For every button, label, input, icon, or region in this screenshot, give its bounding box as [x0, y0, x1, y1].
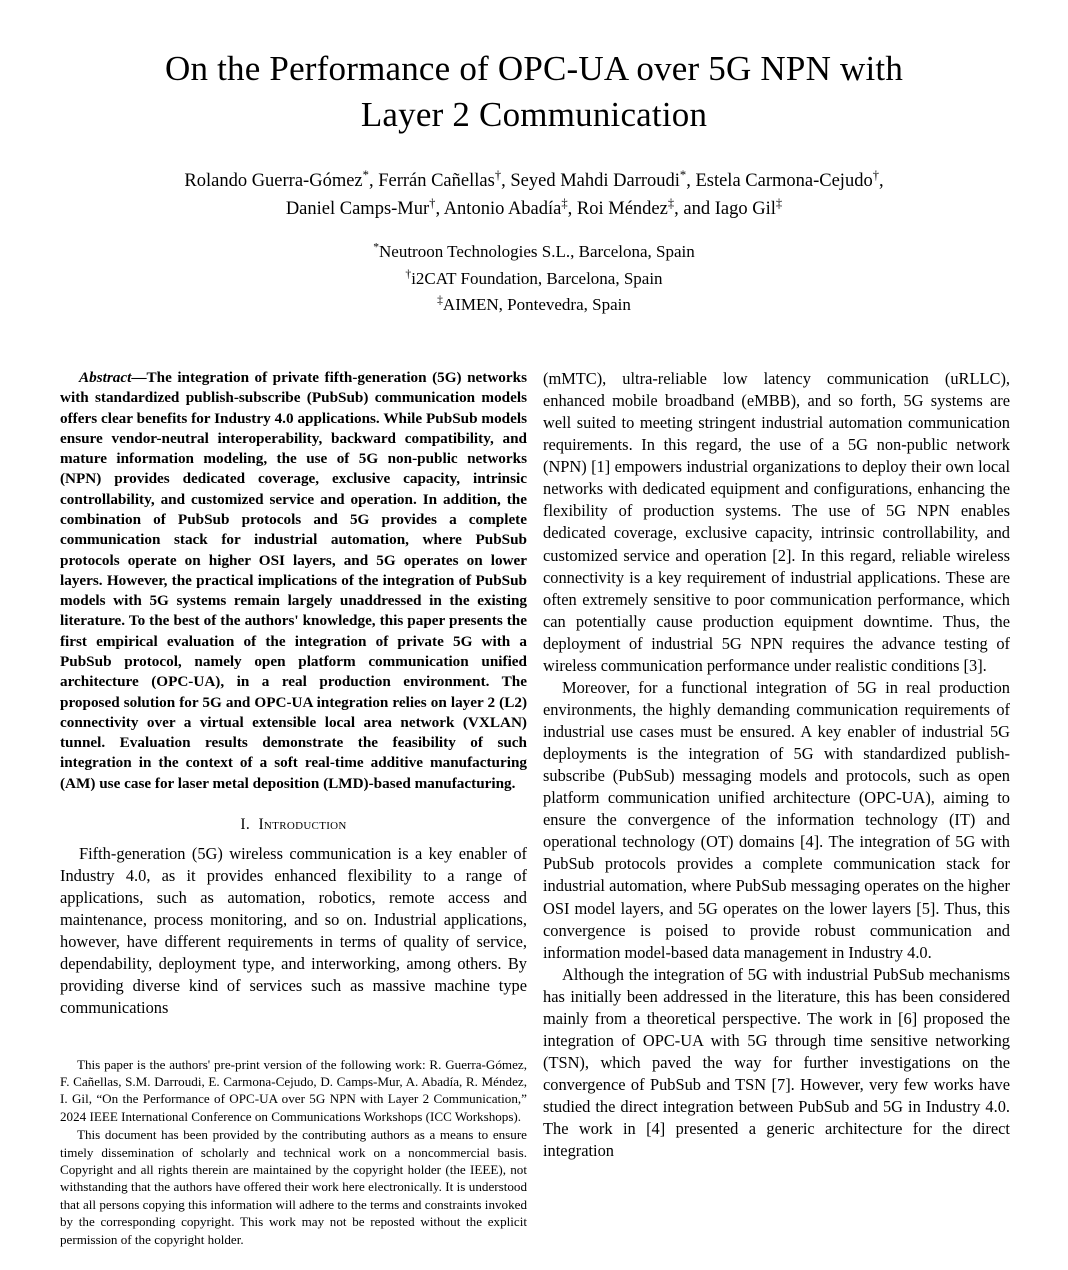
affiliation-item: [184, 239, 884, 265]
author-name: Daniel Camps-Mur: [285, 199, 430, 220]
page-title: [139, 46, 929, 137]
section-heading-introduction: [60, 816, 527, 834]
intro-paragraph-2: Moreover, for a functional integration of 5G in real production environments, the highly demanding communication requirements of industrial use cases must be ensured. A key enabler of industrial 5G deployments is the integration of 5G with standardized publish-subscribe (PubSub) messaging models and protocols, such as open platform communication unified architecture (OPC-UA), aiming to ensure the convergence of the information technology (IT) and operational technology (OT) domains [4]. The integration of 5G with PubSub protocols provides a complete communication stack for industrial automation, where PubSub messaging operates on the higher OSI model layers, and 5G operates on the lower layers [5]. Thus, this convergence is poised to provide robust communication and information model-based data management in Industry 4.0.: [543, 677, 1010, 962]
author-name: Rolando Guerra-Gómez: [184, 171, 363, 191]
author-name: , Antonio Abadía: [435, 199, 562, 220]
abstract-text: The integration of private fifth-generation (5G) networks with standardized publish-subscribe (PubSub) communication models offers clear benefits for Industry 4.0 applications. While PubSub models ensure vendor-neutral interoperability, backward compatibility, and mature information modeling, the use of 5G non-public networks (NPN) provides dedicated coverage, exclusive capacity, intrinsic controllability, and customized service and operation. In addition, the combination of PubSub protocols and 5G provides a complete communication stack for industrial automation, where PubSub protocols operate on higher OSI layers, and 5G operates on lower layers. However, the practical implications of the integration of PubSub models with 5G systems remain largely unaddressed in the existing literature. To the best of the authors' knowledge, this paper presents the first empirical evaluation of the integration of private 5G with a PubSub protocol, namely open platform communication unified architecture (OPC-UA), in a real production environment. The proposed solution for 5G and OPC-UA integration relies on layer 2 (L2) connectivity over a virtual extensible local area network (VXLAN) tunnel. Evaluation results demonstrate the feasibility of such integration in the context of a soft real-time additive manufacturing (AM) use case for laser metal deposition (LMD)-based manufacturing.: [60, 369, 527, 792]
author-affiliation-marker: ‡: [561, 195, 568, 210]
section-number: I.: [240, 815, 251, 833]
author-affiliation-marker: ‡: [667, 195, 675, 210]
footnote-block: [60, 1056, 527, 1248]
author-name: , Ferrán Cañellas: [368, 171, 495, 191]
author-line-1: [119, 167, 949, 195]
author-name: , Roi Méndez: [567, 199, 668, 220]
affiliation-marker: *: [373, 240, 379, 254]
affiliation-marker: †: [405, 266, 412, 280]
right-column: [543, 368, 1010, 1248]
author-affiliation-marker: ‡: [775, 195, 783, 210]
title-line-2: Layer 2 Communication: [360, 94, 708, 134]
author-list: [119, 167, 949, 223]
affiliation-text: AIMEN, Pontevedra, Spain: [442, 294, 631, 314]
affiliation-list: [184, 239, 884, 318]
intro-paragraph-1-continued: (mMTC), ultra-reliable low latency communication (uRLLC), enhanced mobile broadband (eMBB), and so forth, 5G systems are well suited to meeting stringent industrial automation communication requirements. In this regard, the use of a 5G non-public network (NPN) [1] empowers industrial organizations to deploy their own local networks with dedicated equipment and configurations, enhancing the flexibility of production systems. The use of 5G NPN enables dedicated coverage, exclusive capacity, intrinsic controllability, and customized service and operation [2]. In this regard, reliable wireless connectivity is a key requirement of industrial applications. These are often extremely sensitive to poor communication performance, which can potentially cause production equipment downtime. Thus, the deployment of industrial 5G NPN requires the advance testing of wireless communication performance under realistic conditions [3].: [543, 369, 1010, 675]
author-name: , Seyed Mahdi Darroudi: [501, 171, 680, 191]
author-affiliation-marker: †: [494, 167, 502, 182]
affiliation-text: i2CAT Foundation, Barcelona, Spain: [411, 268, 663, 288]
affiliation-marker: ‡: [437, 293, 443, 307]
author-name: , Estela Carmona-Cejudo: [686, 171, 873, 191]
affiliation-item: [184, 292, 884, 318]
author-separator: ,: [879, 171, 884, 191]
abstract-label: Abstract: [79, 369, 132, 386]
author-affiliation-marker: *: [679, 167, 687, 182]
author-affiliation-marker: *: [362, 167, 369, 182]
body-columns: [60, 368, 1010, 1248]
footnote-paragraph-2: This document has been provided by the contributing authors as a means to ensure timely dissemination of scholarly and technical work on a noncommercial basis. Copyright and all rights therein are maintained by the copyright holder (the IEEE), not withstanding that the authors have offered their work here electronically. It is understood that all persons copying this information will adhere to the terms and constraints invoked by the corresponding copyright. This work may not be reposted without the explicit permission of the copyright holder.: [60, 1127, 527, 1247]
author-line-2: [119, 195, 949, 223]
intro-paragraph-3: Although the integration of 5G with industrial PubSub mechanisms has initially been addressed in the literature, this has been considered mainly from a theoretical perspective. The work in [6] proposed the integration of OPC-UA with 5G through time sensitive networking (TSN), which paved the way for further investigations on the convergence of PubSub and TSN [7]. However, very few works have studied the direct integration between PubSub and 5G in Industry 4.0. The work in [4] presented a generic architecture for the direct integration: [543, 964, 1010, 1161]
title-block: [0, 0, 1068, 318]
title-line-1: On the Performance of OPC-UA over 5G NPN with: [164, 49, 904, 88]
author-affiliation-marker: †: [872, 167, 879, 182]
author-name: , and Iago Gil: [674, 199, 776, 220]
abstract-paragraph: [60, 368, 527, 794]
abstract-dash: —: [131, 369, 147, 386]
footnote-paragraph-1: This paper is the authors' pre-print version of the following work: R. Guerra-Gómez, F. Cañellas, S.M. Darroudi, E. Carmona-Cejudo, D. Camps-Mur, A. Abadía, R. Méndez, I. Gil, “On the Performance of OPC-UA over 5G NPN with Layer 2 Communication,” 2024 IEEE International Conference on Communications Workshops (ICC Workshops).: [60, 1056, 527, 1124]
left-column: [60, 368, 527, 1248]
affiliation-text: Neutroon Technologies S.L., Barcelona, Spain: [379, 242, 695, 262]
author-affiliation-marker: †: [429, 195, 436, 210]
affiliation-item: [184, 266, 884, 292]
intro-paragraph-1: Fifth-generation (5G) wireless communication is a key enabler of Industry 4.0, as it provides enhanced flexibility to a range of applications, such as automation, robotics, remote access and maintenance, process monitoring, and so on. Industrial applications, however, have different requirements in terms of quality of service, dependability, deployment type, and interworking, among others. By providing diverse kind of services such as massive machine type communications: [60, 843, 527, 1018]
section-title: Introduction: [258, 815, 347, 833]
